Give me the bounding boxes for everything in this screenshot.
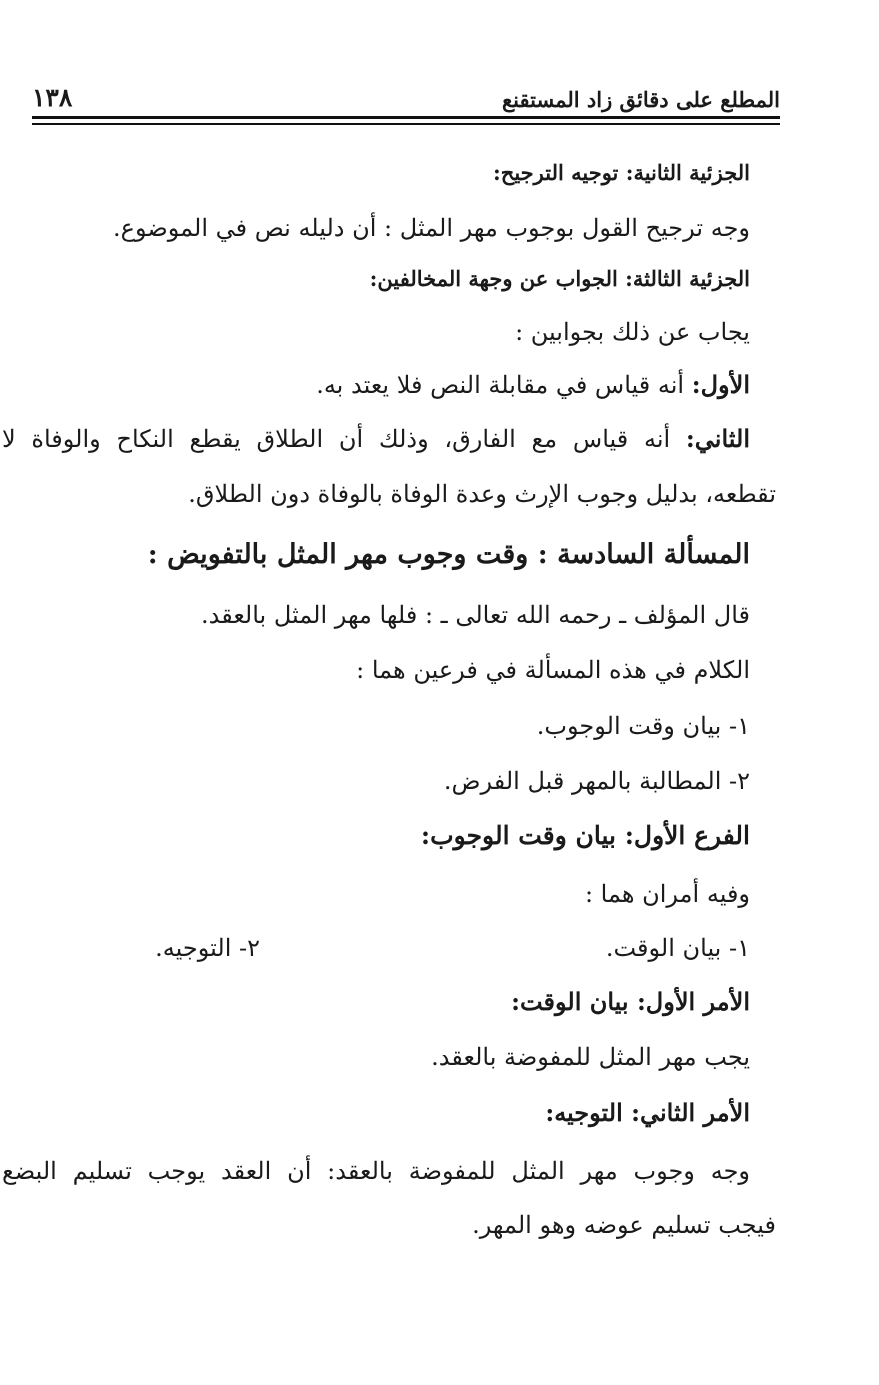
list-item: ٢- التوجيه.	[155, 934, 260, 962]
answer-item	[2, 368, 750, 402]
answer-item	[2, 422, 750, 456]
header-rule-thin	[32, 123, 780, 125]
paragraph: وجه وجوب مهر المثل للمفوضة بالعقد: أن العقد يوجب تسليم البضع	[2, 1157, 750, 1185]
answer-lead: الثاني:	[685, 424, 750, 453]
paragraph: يجب مهر المثل للمفوضة بالعقد.	[431, 1043, 750, 1071]
list-item: ١- بيان وقت الوجوب.	[536, 712, 750, 740]
paragraph: الكلام في هذه المسألة في فرعين هما :	[356, 656, 750, 684]
answer-lead: الأول:	[691, 370, 750, 399]
branch-heading: الفرع الأول: بيان وقت الوجوب:	[420, 821, 750, 850]
matter-heading: الأمر الأول: بيان الوقت:	[511, 987, 750, 1016]
header-rule-thick	[32, 116, 780, 119]
running-title: المطلع على دقائق زاد المستقنع	[501, 87, 780, 112]
issue-heading: المسألة السادسة : وقت وجوب مهر المثل بالتفويض :	[147, 539, 750, 570]
paragraph-continuation: تقطعه، بدليل وجوب الإرث وعدة الوفاة بالوفاة دون الطلاق.	[188, 480, 776, 508]
paragraph: وجه ترجيح القول بوجوب مهر المثل : أن دليله نص في الموضوع.	[113, 214, 750, 242]
author-quote: قال المؤلف ـ رحمه الله تعالى ـ : فلها مهر المثل بالعقد.	[200, 601, 750, 629]
subsection-heading: الجزئية الثالثة: الجواب عن وجهة المخالفين:	[369, 266, 750, 291]
answer-text: أنه قياس في مقابلة النص فلا يعتد به.	[316, 371, 685, 399]
paragraph: وفيه أمران هما :	[584, 880, 750, 908]
paragraph-continuation: فيجب تسليم عوضه وهو المهر.	[472, 1211, 776, 1239]
page-number: ١٣٨	[32, 83, 73, 112]
answer-text: أنه قياس مع الفارق، وذلك أن الطلاق يقطع النكاح والوفاة لا	[2, 425, 671, 453]
matter-heading: الأمر الثاني: التوجيه:	[545, 1098, 750, 1127]
page-header	[32, 78, 780, 112]
list-item: ٢- المطالبة بالمهر قبل الفرض.	[443, 767, 750, 795]
paragraph: يجاب عن ذلك بجوابين :	[515, 318, 750, 346]
subsection-heading: الجزئية الثانية: توجيه الترجيح:	[493, 160, 750, 185]
list-row	[2, 931, 750, 965]
list-item: ١- بيان الوقت.	[605, 934, 750, 962]
